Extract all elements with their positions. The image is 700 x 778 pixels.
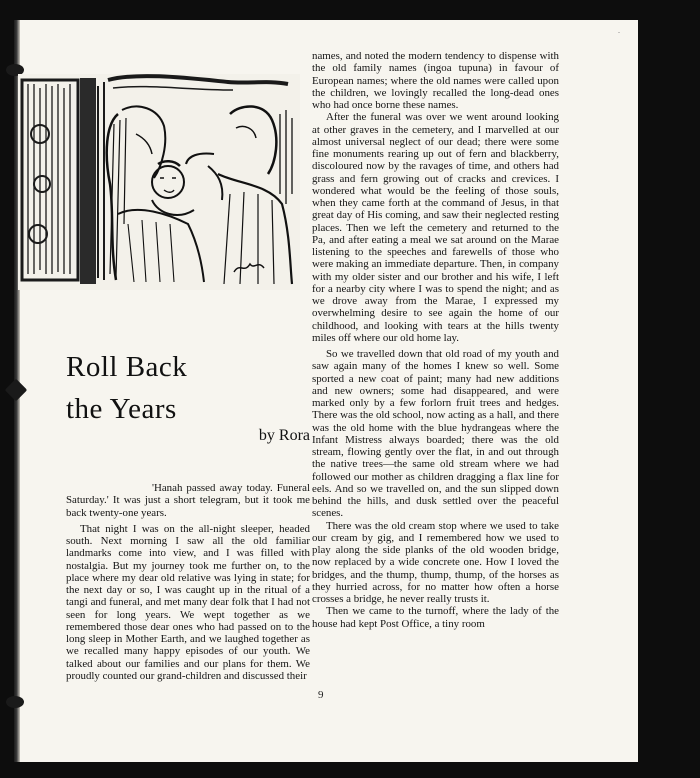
paragraph: After the funeral was over we went around looking at other graves in the cemetery, and I marvelled at our almost universal neglect of our dead; there were some fine monuments rearing up out of fern and blackberry, discoloured now by the ravages of time, and others had grass and fern growing out of cracks and crevices. I wondered what would be the feeling of those souls, when they came forth at the command of Jesus, in that great day of His coming, and saw their neglected resting places. Then we left the cemetery and returned to the Pa, and after eating a meal we sat around on the Marae listening to the speeches and farewells of those who were making an immediate departure. Then, in company with my older sister and our brother and his wife, I left for a nearby city where I was to spend the night; and as we drove away from the Marae, I expressed my overwhelming desire to see again the home of our childhood, and looking with tears at the hills twenty miles off where our old home lay. [312,111,559,344]
corner-mark [618,26,632,30]
paragraph: There was the old cream stop where we used to take our cream by gig, and I remembered how we used to play along the side planks of the old wooden bridge, now replaced by a wide concrete one. How I loved the bridges, and the thump, thump, thump, of the horses as they hurried across, for no matter how often a horse crosses a bridge, he never really trusts it. [312,519,559,605]
title-line-1: Roll Back [66,351,188,383]
paragraph: 'Hanah passed away today. Funeral Saturday.' It was just a short telegram, but it took me back twenty-one years. [66,482,310,519]
article-illustration [18,74,300,290]
article-byline: by Rora [258,427,310,444]
paragraph: That night I was on the all-night sleeper, headed south. Next morning I saw all the old familiar landmarks come into view, and I was filled with nostalgia. But my journey took me further on, to the place where my dear old relative was lying in state; for the next day or so, I was caught up in the ritual of a tangi and funeral, and met many dear folk that I had not seen for long years. We wept together as we remembered those dear ones who had passed on to the long sleep in Mother Earth, and we laughed together as we recalled many happy episodes of our youth. We talked about our families and our plans for them. We proudly counted our grand-children and discussed their [66,522,310,682]
paragraph: So we travelled down that old road of my youth and saw again many of the homes I knew so well. Some sported a new coat of paint; many had new additions and new owners; some had disappeared, and were marked only by a few forlorn fruit trees and hedges. There was the old school, now acting as a hall, and there was the old home with the blue hydrangeas where the Infant Mistress always boarded; there was the old stream, flowing gently over the flat, in and out through the native trees—the same old stream where we had followed our mother as children dragging a flax line for eels. And so we travelled on, and the sun slipped down behind the hills, and dusk settled over the peaceful scenes. [312,348,559,520]
right-text-column [312,50,559,630]
page-number: 9 [318,689,324,701]
article-title [66,346,306,430]
ink-drawing-woman-with-child-icon [18,74,300,290]
paragraph: names, and noted the modern tendency to dispense with the old family names (ingoa tupuna) in favour of European names; where the old names were called upon the children, we lovingly recalled the long-dead ones who had once borne these names. [312,50,559,111]
left-text-column [66,482,310,682]
title-line-2: the Years [66,393,177,425]
binding-hole-mark [6,696,24,708]
paragraph: Then we came to the turnoff, where the lady of the house had kept Post Office, a tiny room [312,605,559,630]
